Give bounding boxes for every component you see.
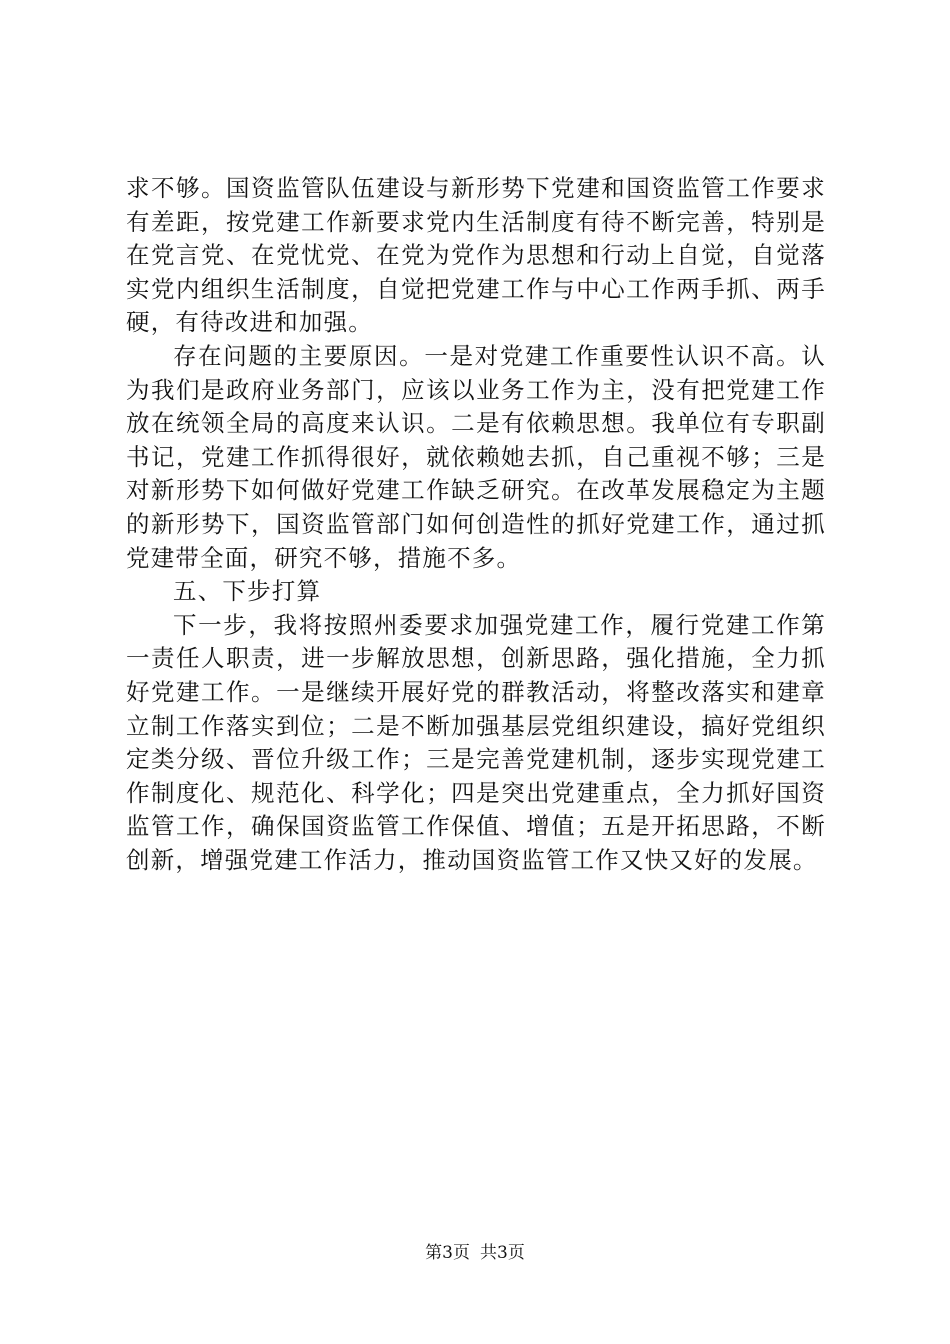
page-footer xyxy=(0,1241,950,1265)
document-body xyxy=(126,172,826,877)
paragraph-continuation: 求不够。国资监管队伍建设与新形势下党建和国资监管工作要求有差距，按党建工作新要求党内生活制度有待不断完善，特别是在党言党、在党忧党、在党为党作为思想和行动上自觉，自觉落实党内组织生活制度，自觉把党建工作与中心工作两手抓、两手硬，有待改进和加强。 xyxy=(126,174,826,337)
paragraph-next-steps: 下一步，我将按照州委要求加强党建工作，履行党建工作第一责任人职责，进一步解放思想，创新思路，强化措施，全力抓好党建工作。一是继续开展好党的群教活动，将整改落实和建章立制工作落实到位；二是不断加强基层党组织建设，搞好党组织定类分级、晋位升级工作；三是完善党建机制，逐步实现党建工作制度化、规范化、科学化；四是突出党建重点，全力抓好国资监管工作，确保国资监管工作保值、增值；五是开拓思路，不断创新，增强党建工作活力，推动国资监管工作又快又好的发展。 xyxy=(126,610,826,874)
paragraph-causes: 存在问题的主要原因。一是对党建工作重要性认识不高。认为我们是政府业务部门，应该以业务工作为主，没有把党建工作放在统领全局的高度来认识。二是有依赖思想。我单位有专职副书记，党建工作抓得很好，就依赖她去抓，自己重视不够；三是对新形势下如何做好党建工作缺乏研究。在改革发展稳定为主题的新形势下，国资监管部门如何创造性的抓好党建工作，通过抓党建带全面，研究不够，措施不多。 xyxy=(126,341,826,572)
page-total: 共3页 xyxy=(480,1243,525,1263)
section-heading: 五、下步打算 xyxy=(173,577,322,606)
page-number: 第3页 xyxy=(425,1243,470,1263)
